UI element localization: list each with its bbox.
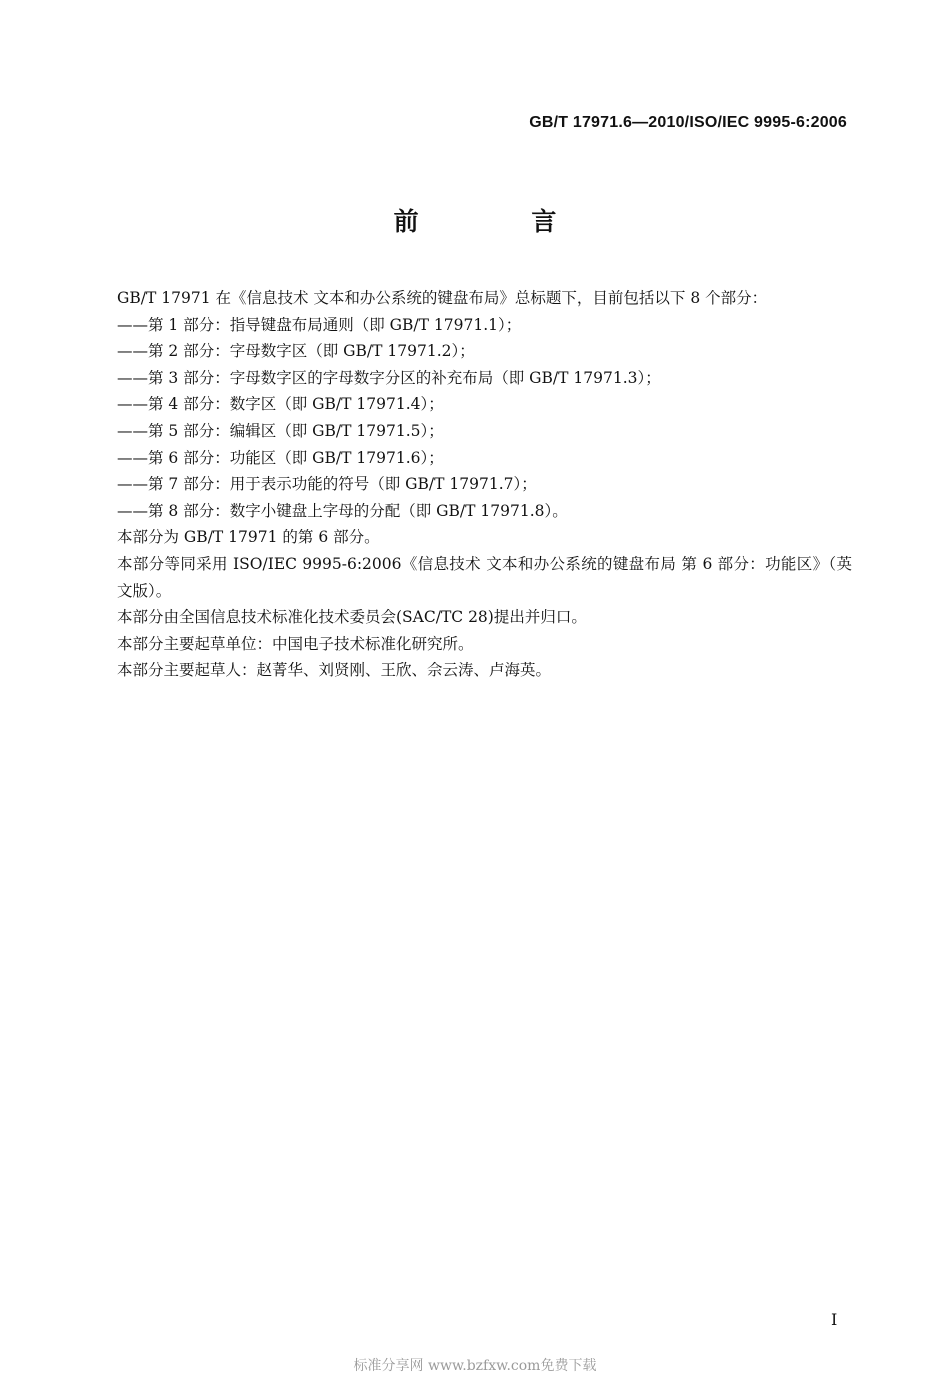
part-statement: 本部分为 GB/T 17971 的第 6 部分。 [117,528,380,547]
part-list-item: ——第 5 部分：编辑区（即 GB/T 17971.5）； [117,421,444,440]
part-list-item: ——第 1 部分：指导键盘布局通则（即 GB/T 17971.1）； [117,315,522,334]
part-list-item: ——第 4 部分：数字区（即 GB/T 17971.4）； [117,395,444,414]
intro-paragraph: GB/T 17971 在《信息技术 文本和办公系统的键盘布局》总标题下，目前包括以下 8 个部分： [117,289,768,307]
part-list-item: ——第 8 部分：数字小键盘上字母的分配（即 GB/T 17971.8）。 [117,501,568,520]
part-list-item: ——第 7 部分：用于表示功能的符号（即 GB/T 17971.7）； [117,475,537,494]
part-list-item: ——第 2 部分：字母数字区（即 GB/T 17971.2）； [117,342,475,361]
page-title: 前 言 [393,207,609,236]
proposal-statement: 本部分由全国信息技术标准化技术委员会(SAC/TC 28)提出并归口。 [117,608,587,627]
part-list-item: ——第 3 部分：字母数字区的字母数字分区的补充布局（即 GB/T 17971.3）； [117,368,661,387]
page-number: I [831,1310,838,1329]
standard-code: GB/T 17971.6—2010/ISO/IEC 9995-6:2006 [529,114,847,131]
adoption-statement: 本部分等同采用 ISO/IEC 9995-6:2006《信息技术 文本和办公系统的键盘布局 第 6 部分：功能区》（英文版）。 [117,554,852,600]
foreword-body [117,285,852,684]
drafters: 本部分主要起草人：赵菁华、刘贤刚、王欣、佘云涛、卢海英。 [117,661,552,680]
drafting-unit: 本部分主要起草单位：中国电子技术标准化研究所。 [117,634,474,653]
watermark: 标准分享网 www.bzfxw.com免费下载 [353,1358,597,1374]
part-list-item: ——第 6 部分：功能区（即 GB/T 17971.6）； [117,448,444,467]
